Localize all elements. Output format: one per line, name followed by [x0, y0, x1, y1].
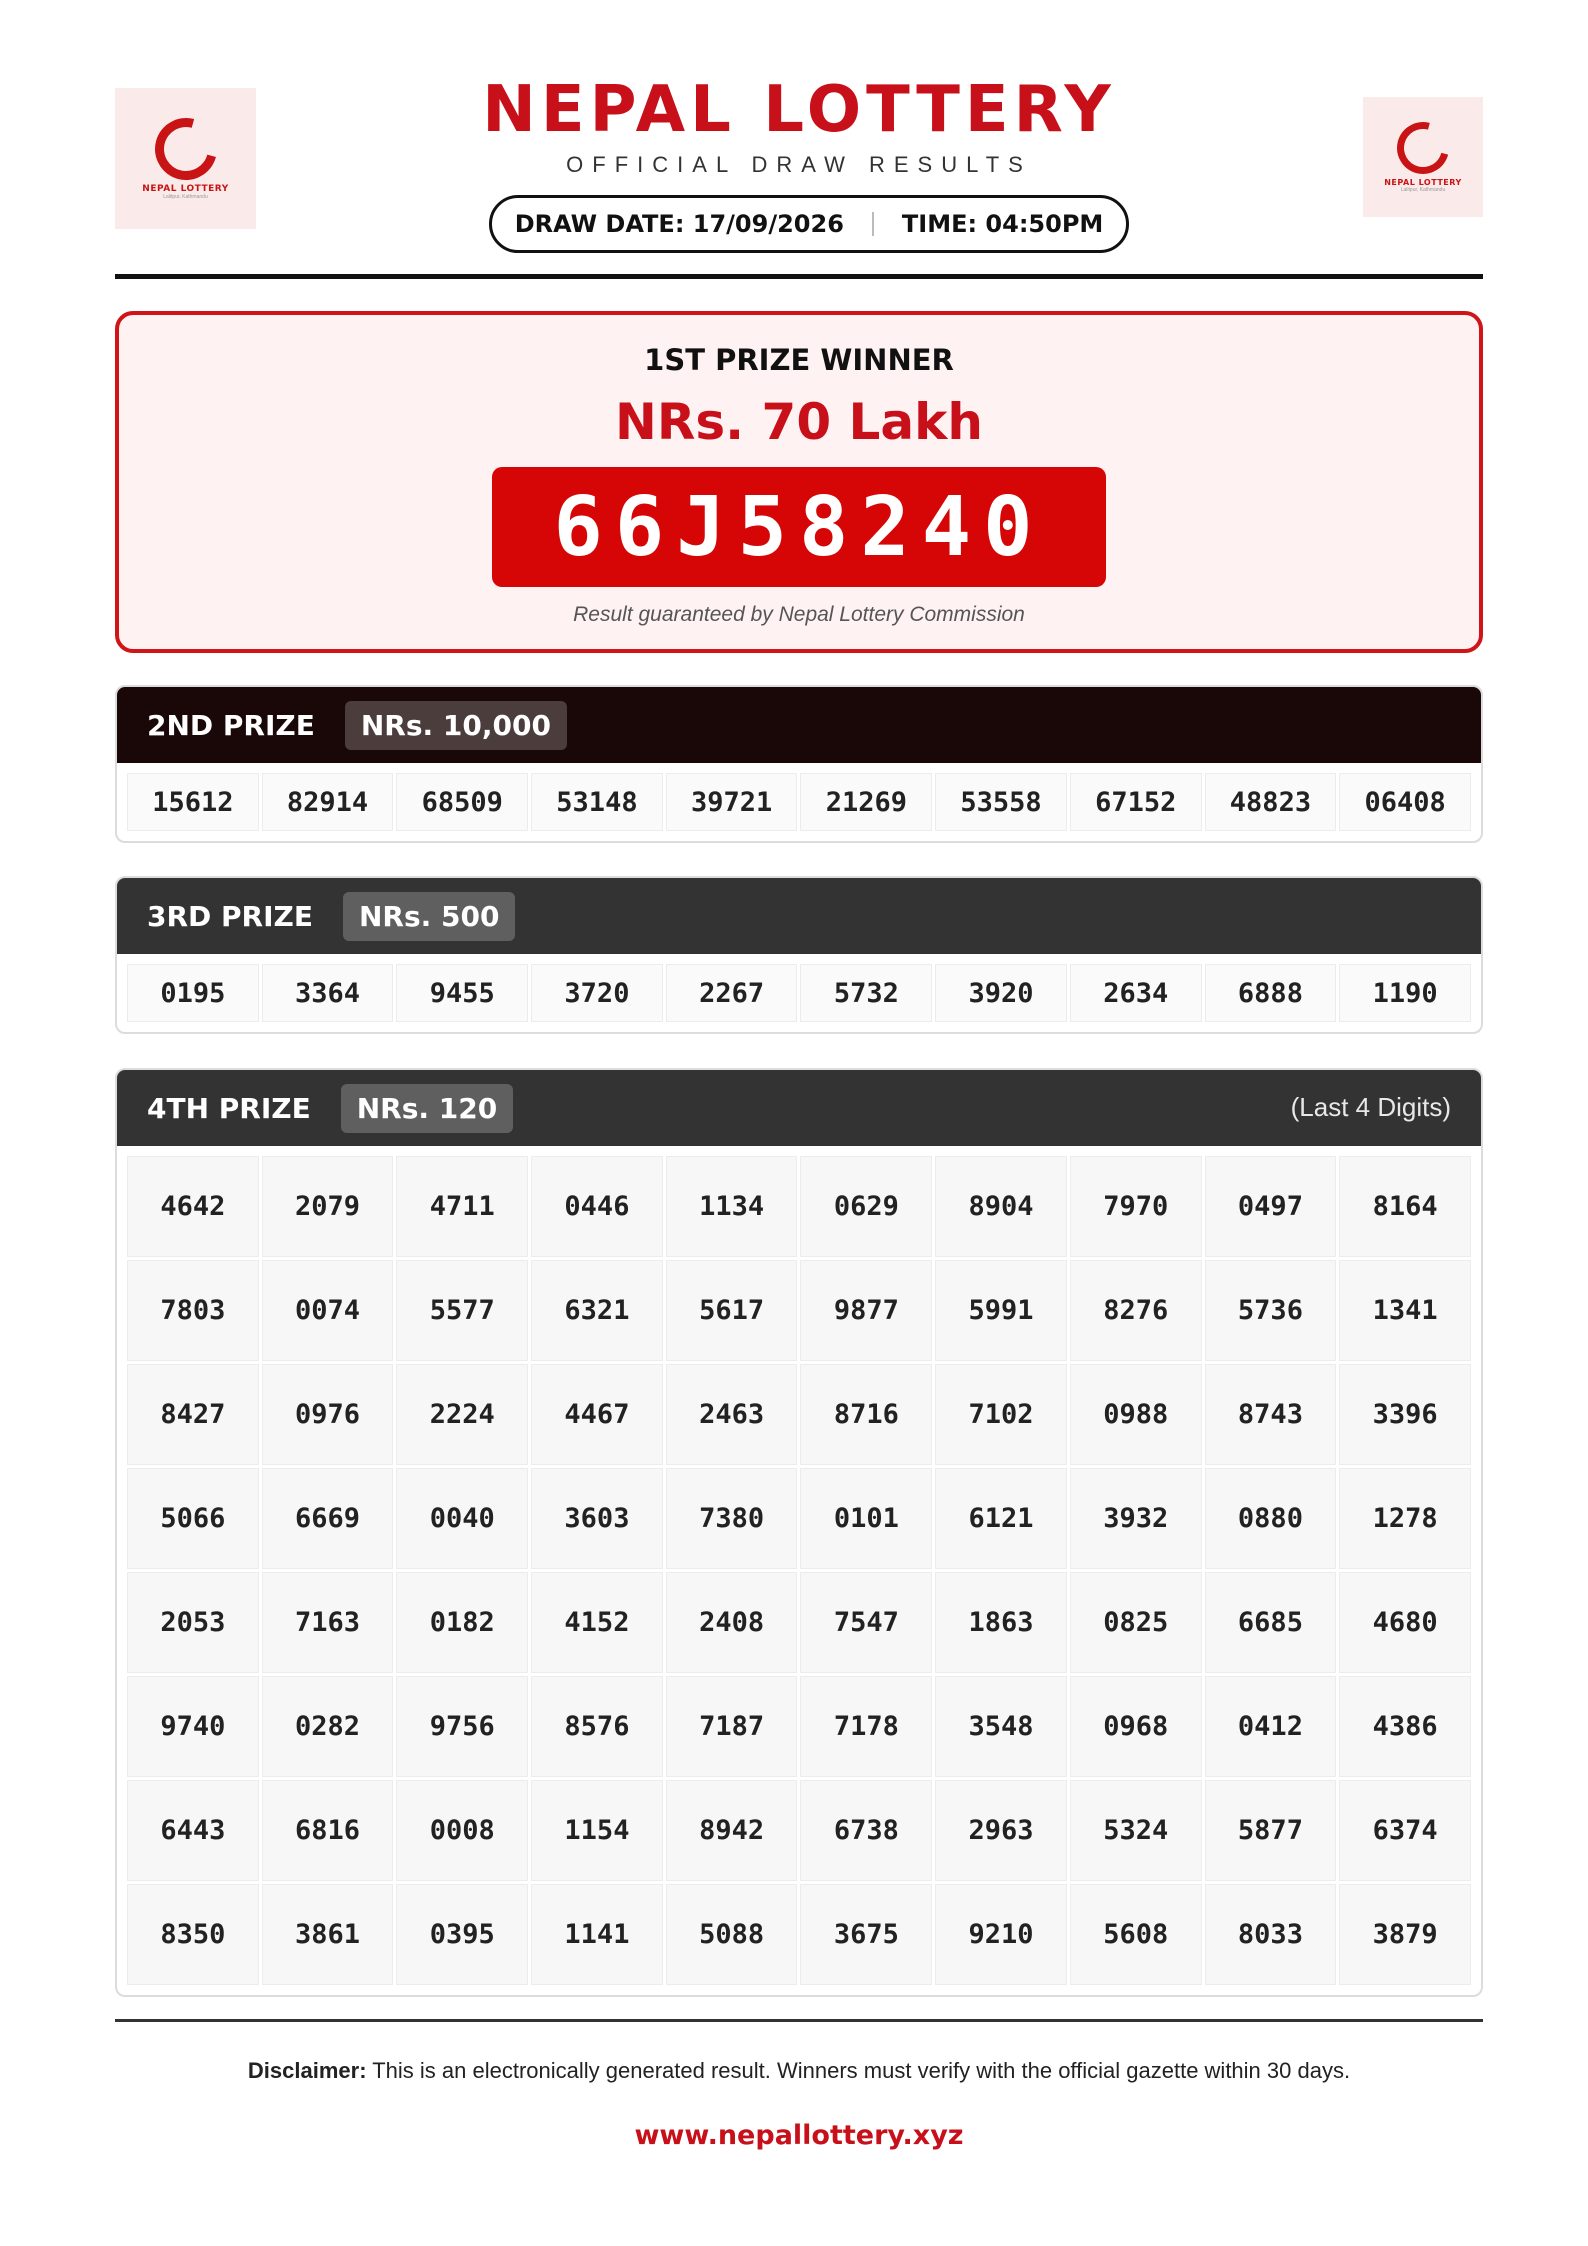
prize-number: 0968 [1070, 1676, 1202, 1777]
prize-number: 8276 [1070, 1260, 1202, 1361]
prize-number: 1278 [1339, 1468, 1471, 1569]
prize-number: 8427 [127, 1364, 259, 1465]
prize-number: 3879 [1339, 1884, 1471, 1985]
third-prize-amount: NRs. 500 [343, 892, 516, 941]
third-prize-section [115, 876, 1483, 1034]
prize-number: 7102 [935, 1364, 1067, 1465]
third-prize-grid [117, 954, 1481, 1032]
prize-number: 7178 [800, 1676, 932, 1777]
prize-number: 2267 [666, 964, 798, 1022]
prize-number: 1154 [531, 1780, 663, 1881]
prize-number: 5732 [800, 964, 932, 1022]
prize-number: 0446 [531, 1156, 663, 1257]
prize-number: 9740 [127, 1676, 259, 1777]
prize-number: 3932 [1070, 1468, 1202, 1569]
prize-number: 5577 [396, 1260, 528, 1361]
fourth-prize-grid [117, 1146, 1481, 1995]
dragon-ring-icon [1387, 112, 1458, 183]
prize-number: 0282 [262, 1676, 394, 1777]
draw-time: TIME: 04:50PM [901, 210, 1104, 238]
prize-number: 2053 [127, 1572, 259, 1673]
prize-number: 5088 [666, 1884, 798, 1985]
prize-number: 0629 [800, 1156, 932, 1257]
prize-number: 4386 [1339, 1676, 1471, 1777]
prize-number: 9210 [935, 1884, 1067, 1985]
prize-number: 3396 [1339, 1364, 1471, 1465]
prize-number: 0880 [1205, 1468, 1337, 1569]
header [115, 0, 1483, 280]
prize-number: 0074 [262, 1260, 394, 1361]
prize-number: 5608 [1070, 1884, 1202, 1985]
prize-number: 6816 [262, 1780, 394, 1881]
prize-number: 0395 [396, 1884, 528, 1985]
prize-number: 3675 [800, 1884, 932, 1985]
prize-number: 8576 [531, 1676, 663, 1777]
third-prize-title: 3RD PRIZE [147, 899, 313, 933]
prize-number: 5991 [935, 1260, 1067, 1361]
prize-number: 3364 [262, 964, 394, 1022]
prize-number: 21269 [800, 773, 932, 831]
draw-date: DRAW DATE: 17/09/2026 [514, 210, 844, 238]
prize-number: 8904 [935, 1156, 1067, 1257]
prize-number: 1190 [1339, 964, 1471, 1022]
prize-number: 1341 [1339, 1260, 1471, 1361]
prize-number: 4152 [531, 1572, 663, 1673]
prize-number: 0988 [1070, 1364, 1202, 1465]
fourth-prize-amount: NRs. 120 [341, 1084, 514, 1133]
disclaimer-label: Disclaimer: [247, 2058, 367, 2083]
prize-number: 7970 [1070, 1156, 1202, 1257]
prize-number: 7380 [666, 1468, 798, 1569]
prize-number: 6738 [800, 1780, 932, 1881]
prize-number: 5736 [1205, 1260, 1337, 1361]
prize-number: 06408 [1339, 773, 1471, 831]
footer-divider [115, 2019, 1483, 2022]
prize-number: 2224 [396, 1364, 528, 1465]
prize-number: 8164 [1339, 1156, 1471, 1257]
prize-number: 3861 [262, 1884, 394, 1985]
disclaimer-text: This is an electronically generated result. Winners must verify with the official gazette within 30 days. [366, 2058, 1351, 2083]
prize-number: 5877 [1205, 1780, 1337, 1881]
draw-date-pill [489, 195, 1129, 253]
prize-number: 6321 [531, 1260, 663, 1361]
prize-number: 2408 [666, 1572, 798, 1673]
prize-number: 0040 [396, 1468, 528, 1569]
prize-number: 2634 [1070, 964, 1202, 1022]
prize-number: 0412 [1205, 1676, 1337, 1777]
prize-number: 4642 [127, 1156, 259, 1257]
prize-number: 5066 [127, 1468, 259, 1569]
fourth-prize-title: 4TH PRIZE [147, 1091, 311, 1125]
prize-number: 3548 [935, 1676, 1067, 1777]
header-divider [115, 274, 1483, 279]
prize-number: 82914 [262, 773, 394, 831]
prize-number: 8743 [1205, 1364, 1337, 1465]
prize-number: 39721 [666, 773, 798, 831]
disclaimer [115, 2058, 1483, 2084]
logo-text: NEPAL LOTTERY [1384, 177, 1462, 187]
fourth-prize-section [115, 1068, 1483, 1997]
prize-number: 0976 [262, 1364, 394, 1465]
second-prize-header [117, 687, 1481, 763]
logo-text: NEPAL LOTTERY [142, 183, 229, 194]
prize-number: 6443 [127, 1780, 259, 1881]
prize-number: 6685 [1205, 1572, 1337, 1673]
prize-number: 53148 [531, 773, 663, 831]
prize-number: 1141 [531, 1884, 663, 1985]
second-prize-section [115, 685, 1483, 843]
prize-number: 8033 [1205, 1884, 1337, 1985]
prize-number: 0497 [1205, 1156, 1337, 1257]
third-prize-header [117, 878, 1481, 954]
prize-number: 4680 [1339, 1572, 1471, 1673]
prize-number: 0008 [396, 1780, 528, 1881]
prize-number: 6121 [935, 1468, 1067, 1569]
prize-number: 7163 [262, 1572, 394, 1673]
logo-sub: Lalitpur, Kathmandu [163, 193, 208, 200]
prize-number: 7803 [127, 1260, 259, 1361]
prize-number: 9455 [396, 964, 528, 1022]
first-prize-ticket: 66J58240 [492, 467, 1106, 587]
website-link[interactable]: www.nepallottery.xyz [634, 2120, 964, 2151]
prize-number: 1134 [666, 1156, 798, 1257]
prize-number: 1863 [935, 1572, 1067, 1673]
prize-number: 8716 [800, 1364, 932, 1465]
logo-right [1363, 97, 1483, 217]
prize-number: 53558 [935, 773, 1067, 831]
prize-number: 3920 [935, 964, 1067, 1022]
prize-number: 2463 [666, 1364, 798, 1465]
prize-number: 2079 [262, 1156, 394, 1257]
prize-number: 0182 [396, 1572, 528, 1673]
prize-number: 4711 [396, 1156, 528, 1257]
prize-number: 3720 [531, 964, 663, 1022]
prize-number: 3603 [531, 1468, 663, 1569]
prize-number: 5617 [666, 1260, 798, 1361]
first-prize-amount: NRs. 70 Lakh [615, 393, 983, 451]
divider [872, 212, 874, 236]
prize-number: 7547 [800, 1572, 932, 1673]
prize-number: 15612 [127, 773, 259, 831]
prize-number: 6888 [1205, 964, 1337, 1022]
fourth-prize-header [117, 1070, 1481, 1146]
prize-number: 4467 [531, 1364, 663, 1465]
page-title: NEPAL LOTTERY [482, 73, 1116, 147]
prize-number: 0825 [1070, 1572, 1202, 1673]
prize-number: 48823 [1205, 773, 1337, 831]
prize-number: 67152 [1070, 773, 1202, 831]
second-prize-title: 2ND PRIZE [147, 708, 315, 742]
prize-number: 9756 [396, 1676, 528, 1777]
logo-sub: Lalitpur, Kathmandu [1400, 186, 1446, 193]
prize-number: 0195 [127, 964, 259, 1022]
first-prize-label: 1ST PRIZE WINNER [644, 343, 954, 377]
prize-number: 68509 [396, 773, 528, 831]
second-prize-amount: NRs. 10,000 [345, 701, 567, 750]
prize-number: 9877 [800, 1260, 932, 1361]
prize-number: 5324 [1070, 1780, 1202, 1881]
second-prize-grid [117, 763, 1481, 841]
prize-number: 8942 [666, 1780, 798, 1881]
guarantee-note: Result guaranteed by Nepal Lottery Commission [573, 603, 1025, 626]
page-subtitle: OFFICIAL DRAW RESULTS [566, 152, 1032, 177]
prize-number: 6374 [1339, 1780, 1471, 1881]
results-page [115, 0, 1483, 2151]
first-prize-card [115, 311, 1483, 653]
prize-number: 0101 [800, 1468, 932, 1569]
fourth-prize-note: (Last 4 Digits) [1290, 1092, 1451, 1122]
prize-number: 8350 [127, 1884, 259, 1985]
prize-number: 7187 [666, 1676, 798, 1777]
prize-number: 2963 [935, 1780, 1067, 1881]
prize-number: 6669 [262, 1468, 394, 1569]
